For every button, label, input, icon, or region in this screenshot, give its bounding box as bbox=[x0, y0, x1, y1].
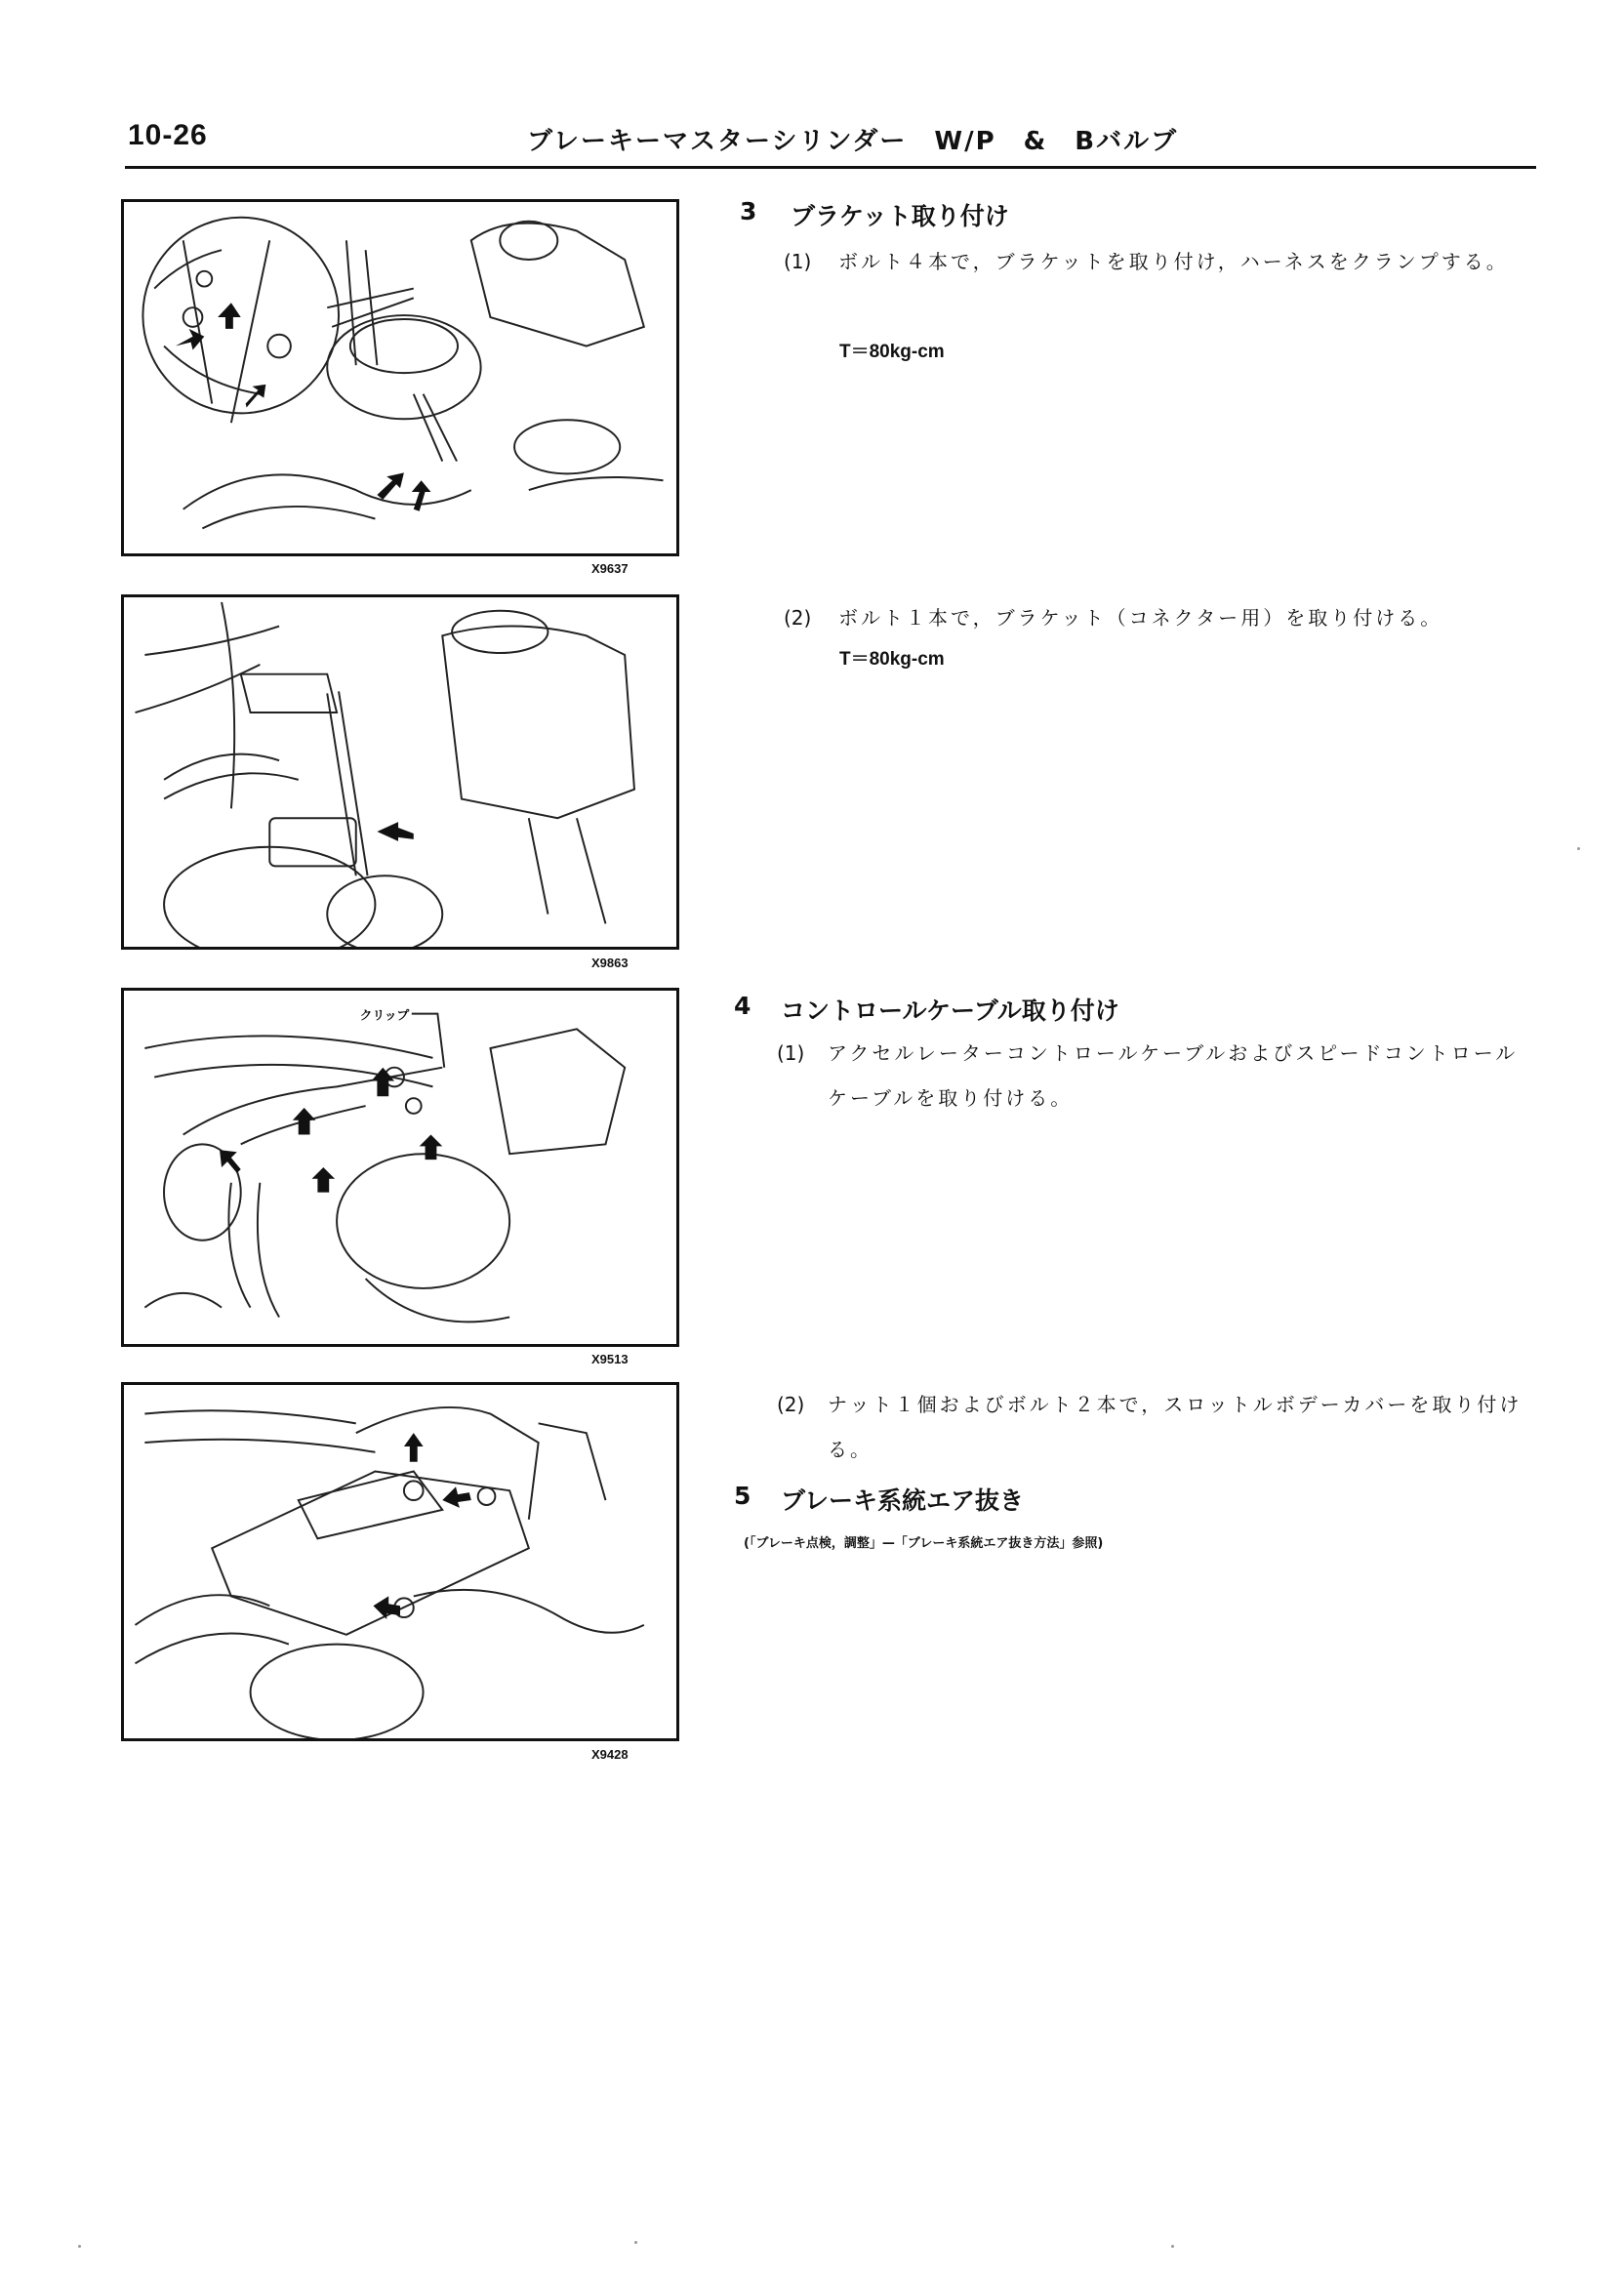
figure-3 bbox=[121, 988, 679, 1347]
step-4-heading bbox=[734, 992, 1222, 1023]
step-3-item-1-torque: T＝80kg-cm bbox=[839, 342, 945, 362]
page-title: ブレーキーマスターシリンダー W/P & Bバルブ bbox=[527, 127, 1179, 156]
figure-2-drawing bbox=[124, 597, 676, 947]
step-4-item-2-number: (2) bbox=[777, 1393, 805, 1416]
step-4-item-2 bbox=[777, 1382, 1548, 1472]
figure-1-code: X9637 bbox=[591, 561, 629, 576]
step-3-item-2 bbox=[784, 595, 1555, 640]
step-3-title: ブラケット取り付け bbox=[791, 202, 1009, 230]
clip-label: クリップ bbox=[359, 1008, 410, 1024]
figure-3-code: X9513 bbox=[591, 1352, 629, 1366]
step-3-item-1-text: ボルト４本で，ブラケットを取り付け，ハーネスをクランプする。 bbox=[838, 250, 1509, 273]
step-4-number: 4 bbox=[734, 992, 751, 1020]
figure-4 bbox=[121, 1382, 679, 1741]
header-rule bbox=[125, 166, 1536, 169]
page-number: 10-26 bbox=[128, 119, 208, 151]
step-4-item-1-number: (1) bbox=[777, 1041, 805, 1065]
step-4-title: コントロールケーブル取り付け bbox=[781, 997, 1119, 1025]
step-3-item-2-number: (2) bbox=[784, 606, 812, 630]
step-3-item-1-number: (1) bbox=[784, 250, 812, 273]
figure-2-code: X9863 bbox=[591, 956, 629, 970]
scan-speck bbox=[634, 2241, 637, 2244]
figure-4-code: X9428 bbox=[591, 1747, 629, 1762]
step-5-heading bbox=[734, 1482, 1222, 1513]
step-4-item-1-text: アクセルレーターコントロールケーブルおよびスピードコントロールケーブルを取り付ける。 bbox=[828, 1041, 1519, 1110]
step-3-item-2-text: ボルト１本で，ブラケット（コネクター用）を取り付ける。 bbox=[838, 606, 1443, 630]
figure-4-drawing bbox=[124, 1385, 676, 1738]
step-4-item-2-text: ナット１個およびボルト２本で，スロットルボデーカバーを取り付ける。 bbox=[828, 1393, 1522, 1461]
scan-speck bbox=[1171, 2245, 1174, 2248]
step-3-number: 3 bbox=[740, 197, 757, 225]
scan-speck bbox=[1577, 847, 1580, 850]
step-3-item-1 bbox=[784, 239, 1555, 329]
scan-speck bbox=[78, 2245, 81, 2248]
step-5-number: 5 bbox=[734, 1482, 751, 1510]
figure-1 bbox=[121, 199, 679, 556]
figure-1-drawing bbox=[124, 202, 676, 553]
figure-3-drawing bbox=[124, 991, 676, 1344]
step-3-heading bbox=[740, 197, 1130, 228]
step-5-title: ブレーキ系統エア抜き bbox=[781, 1486, 1025, 1515]
step-4-item-1 bbox=[777, 1031, 1548, 1120]
figure-2 bbox=[121, 594, 679, 950]
step-3-item-2-torque: T＝80kg-cm bbox=[839, 649, 945, 670]
step-5-reference: (「ブレーキ点検，調整」—「ブレーキ系統エア抜き方法」参照) bbox=[744, 1536, 1104, 1551]
